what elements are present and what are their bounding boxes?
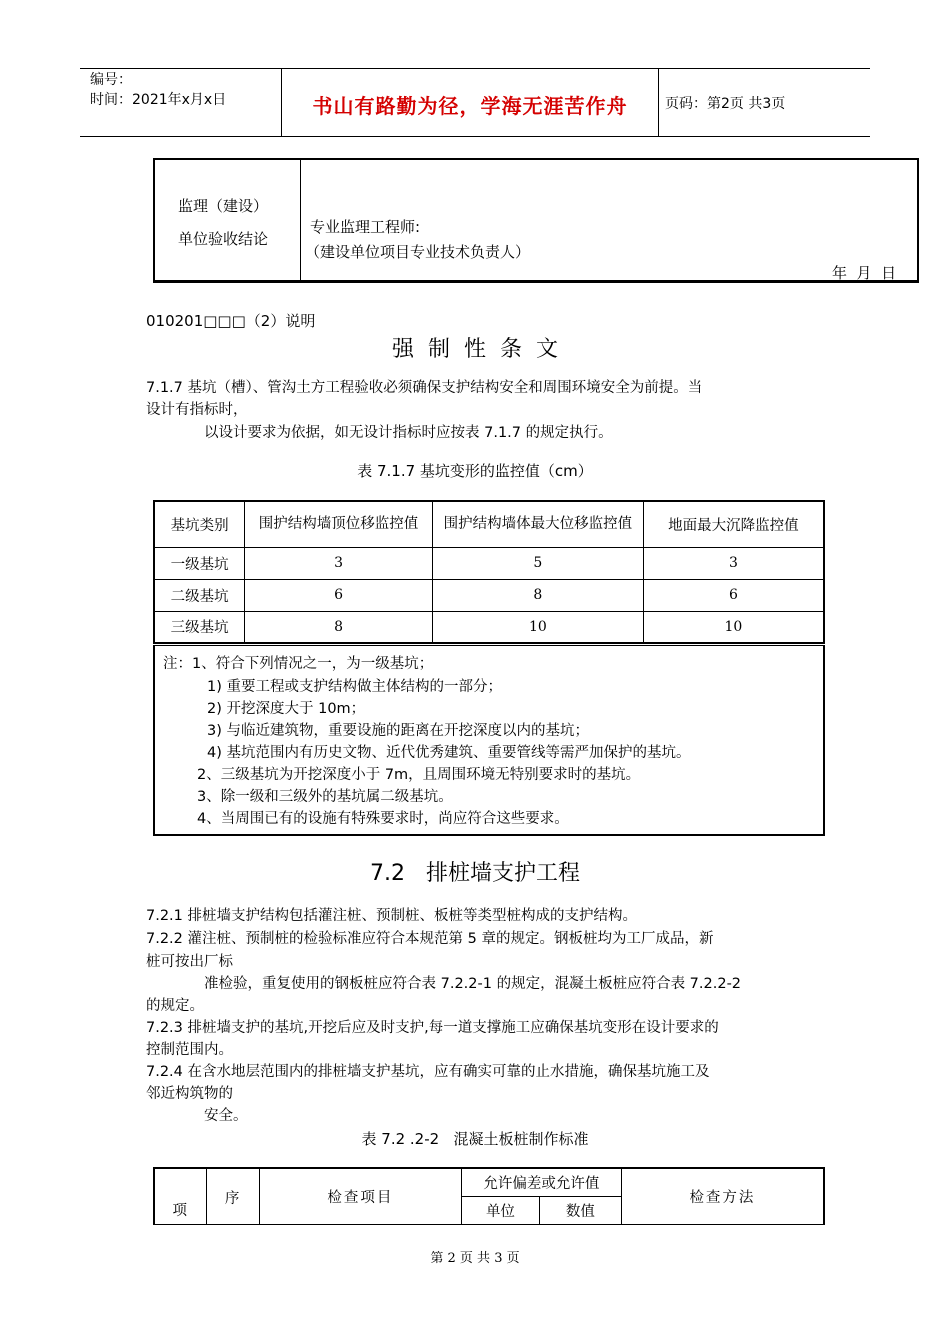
table-cell: 二级基坑 xyxy=(154,579,245,611)
clause-723-line1: 7.2.3 排桩墙支护的基坑,开挖后应及时支护,每一道支撑施工应确保基坑变形在设计要求的 xyxy=(146,1020,719,1036)
doc-code: 010201□□□（2）说明 xyxy=(146,312,316,330)
clause-722-line1: 7.2.2 灌注桩、预制桩的检验标准应符合本规范第 5 章的规定。钢板桩均为工厂成品，新 xyxy=(146,931,714,947)
header-motto: 书山有路勤为径，学海无涯苦作舟 xyxy=(312,94,628,118)
table-row xyxy=(154,547,824,579)
col-check-item: 检查项目 xyxy=(259,1168,461,1224)
table-cell: 3 xyxy=(643,547,824,579)
table-header-row xyxy=(154,501,824,547)
header-text: 围护结构墙顶位移监控值 xyxy=(258,516,419,533)
acceptance-label-line2: 单位验收结论 xyxy=(178,230,269,248)
clause-717-line2: 设计有指标时， xyxy=(146,402,248,418)
table-header-cell: 基坑类别 xyxy=(154,501,245,547)
clause-723-line2: 控制范围内。 xyxy=(146,1042,233,1058)
table-header-cell xyxy=(432,501,643,547)
clause-724-line3: 安全。 xyxy=(204,1108,248,1124)
table-notes-box xyxy=(153,645,825,836)
table-cell: 3 xyxy=(245,547,433,579)
col-value: 数值 xyxy=(539,1196,621,1224)
monitoring-values-table xyxy=(153,500,825,644)
table-cell: 8 xyxy=(432,579,643,611)
acceptance-divider xyxy=(300,159,301,282)
doc-number-label: 编号： xyxy=(90,72,132,88)
note-line: 2、三级基坑为开挖深度小于 7m，且周围环境无特别要求时的基坑。 xyxy=(197,767,641,783)
table-row xyxy=(154,579,824,611)
table-cell: 三级基坑 xyxy=(154,611,245,643)
table-row xyxy=(154,611,824,643)
page-code: 页码：第2页 共3页 xyxy=(665,96,786,112)
note-line: 2) 开挖深度大于 10m； xyxy=(207,701,366,717)
clause-722-line4: 的规定。 xyxy=(146,998,204,1014)
clause-722-line2: 桩可按出厂标 xyxy=(146,954,233,970)
note-line: 3) 与临近建筑物，重要设施的距离在开挖深度以内的基坑； xyxy=(207,723,589,739)
page-title: 强制性条文 xyxy=(391,337,572,362)
note-line: 注：1、符合下列情况之一，为一级基坑； xyxy=(163,656,434,672)
col-unit: 单位 xyxy=(461,1196,539,1224)
clause-721: 7.2.1 排桩墙支护结构包括灌注桩、预制桩、板桩等类型桩构成的支护结构。 xyxy=(146,908,638,924)
note-line: 1) 重要工程或支护结构做主体结构的一部分； xyxy=(207,679,502,695)
col-check-method: 检查方法 xyxy=(621,1168,824,1224)
table-cell: 6 xyxy=(245,579,433,611)
table-header-row xyxy=(154,1168,824,1196)
table-cell: 一级基坑 xyxy=(154,547,245,579)
header-bottom-rule xyxy=(80,136,870,137)
col-item: 项 xyxy=(154,1168,207,1224)
acceptance-date: 年 月 日 xyxy=(832,264,897,282)
table-cell: 8 xyxy=(245,611,433,643)
acceptance-label-line1: 监理（建设） xyxy=(178,197,269,215)
clause-717-line3: 以设计要求为依据，如无设计指标时应按表 7.1.7 的规定执行。 xyxy=(204,425,613,441)
table-header-cell xyxy=(245,501,433,547)
concrete-sheet-pile-table xyxy=(153,1167,825,1225)
col-tolerance: 允许偏差或允许值 xyxy=(461,1168,621,1196)
clause-724-line1: 7.2.4 在含水地层范围内的排桩墙支护基坑，应有确实可靠的止水措施，确保基坑施工及 xyxy=(146,1064,710,1080)
note-line: 4) 基坑范围内有历史文物、近代优秀建筑、重要管线等需严加保护的基坑。 xyxy=(207,745,691,761)
col-seq: 序 xyxy=(207,1168,259,1224)
table-header-cell: 地面最大沉降监控值 xyxy=(643,501,824,547)
table-722-caption: 表 7.2 .2-2 混凝土板桩制作标准 xyxy=(361,1130,589,1148)
table-cell: 10 xyxy=(432,611,643,643)
clause-717-line1: 7.1.7 基坑（槽）、管沟土方工程验收必须确保支护结构安全和周围环境安全为前提。当 xyxy=(146,380,703,396)
section-title: 7.2 排桩墙支护工程 xyxy=(370,861,580,886)
clause-724-line2: 邻近构筑物的 xyxy=(146,1086,233,1102)
note-line: 3、除一级和三级外的基坑属二级基坑。 xyxy=(197,789,453,805)
clause-722-line3: 准检验，重复使用的钢板桩应符合表 7.2.2-1 的规定，混凝土板桩应符合表 7.2.2-2 xyxy=(204,976,742,992)
header-divider-right xyxy=(658,69,659,136)
doc-time-label: 时间：2021年x月x日 xyxy=(90,92,227,108)
note-line: 4、当周围已有的设施有特殊要求时，尚应符合这些要求。 xyxy=(197,811,569,827)
table-cell: 6 xyxy=(643,579,824,611)
header-text: 围护结构墙体最大位移监控值 xyxy=(443,516,633,533)
header-top-rule xyxy=(80,68,870,69)
table-cell: 5 xyxy=(432,547,643,579)
supervising-engineer-label: 专业监理工程师: xyxy=(310,218,421,236)
table-cell: 10 xyxy=(643,611,824,643)
acceptance-box xyxy=(153,158,919,283)
table-717-caption: 表 7.1.7 基坑变形的监控值（cm） xyxy=(357,462,593,480)
owner-representative-label: （建设单位项目专业技术负责人） xyxy=(305,243,531,261)
page-footer: 第 2 页 共 3 页 xyxy=(430,1251,520,1266)
